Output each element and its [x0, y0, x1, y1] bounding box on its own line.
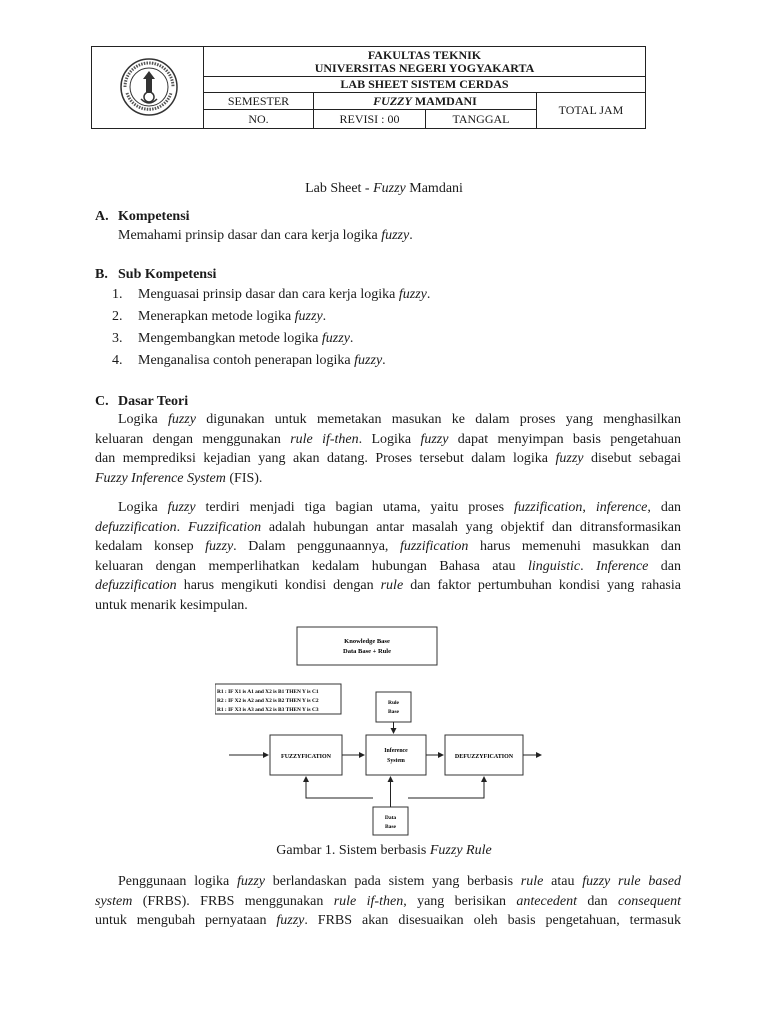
knowledge-base-label: Knowledge Base — [344, 638, 390, 645]
section-b-heading: Sub Kompetensi — [118, 267, 217, 282]
figure-caption — [0, 841, 768, 860]
paragraph-line: system (FRBS). FRBS menggunakan rule if-then, yang berisikan antecedent dan consequent — [95, 893, 681, 909]
data-base-sublabel: Base — [385, 824, 396, 830]
inference-label: Inference — [384, 748, 408, 754]
list-item-text — [138, 353, 386, 369]
list-item-text — [138, 309, 326, 325]
paragraph-line: defuzzification. Fuzzification adalah hubungan antar masalah yang objektif dan ditransformasikan — [95, 519, 682, 535]
fuzzy-rule-system-diagram — [215, 622, 551, 837]
list-item-number: 2. — [112, 309, 123, 324]
list-item-main: Mengembangkan metode logika — [138, 331, 322, 346]
rule-base-box — [376, 692, 411, 722]
title-italic: Fuzzy — [373, 181, 406, 196]
knowledge-base-sublabel: Data Base + Rule — [343, 648, 391, 655]
list-item-main: Menerapkan metode logika — [138, 309, 295, 324]
list-item-end: . — [426, 287, 431, 302]
rule-base-sublabel: Base — [388, 709, 399, 715]
paragraph-line: Fuzzy Inference System (FIS). — [95, 470, 263, 486]
topic-rest: MAMDANI — [411, 93, 477, 108]
page-title — [0, 179, 768, 198]
total-jam-label: TOTAL JAM — [558, 103, 624, 117]
inference-sublabel: System — [387, 758, 405, 764]
title-prefix: Lab Sheet - — [305, 181, 374, 196]
paragraph-line: untuk menarik kesimpulan. — [95, 597, 248, 613]
paragraph-line: untuk mengubah pernyataan fuzzy. FRBS akan disesuaikan oleh basis pengetahuan, termasuk — [95, 913, 681, 928]
section-a-heading: Kompetensi — [118, 209, 190, 224]
topic-title — [314, 93, 536, 109]
paragraph-line: Logika fuzzy terdiri menjadi tiga bagian utama, yaitu proses fuzzification, inference, dan — [118, 500, 682, 515]
rule-base-label: Rule — [388, 700, 399, 706]
list-item-number: 1. — [112, 287, 123, 302]
paragraph-fuzzy-intro — [95, 410, 681, 488]
rule-line: R2 : IF X2 is A2 and X2 is B2 THEN Y is C2 — [217, 698, 319, 704]
fuzzyfication-label: FUZZYFICATION — [281, 754, 331, 760]
section-a-end: . — [409, 228, 413, 243]
header-faculty — [204, 47, 645, 76]
list-item-italic: fuzzy — [398, 287, 427, 302]
list-item-number: 3. — [112, 331, 123, 346]
no-label: NO. — [248, 111, 269, 126]
list-item-text — [138, 287, 430, 303]
university-name: UNIVERSITAS NEGERI YOGYAKARTA — [314, 60, 535, 75]
paragraph-line: Logika fuzzy digunakan untuk memetakan masukan ke dalam proses yang menghasilkan — [118, 412, 682, 427]
section-b-letter: B. — [95, 267, 108, 282]
paragraph-line: dan memprediksi kejadian yang akan datang. Proses tersebut dalam logika fuzzy disebut sebagai — [95, 451, 681, 466]
section-a-letter: A. — [95, 209, 109, 224]
university-seal-logo — [119, 57, 179, 117]
revisi-label: REVISI : 00 — [339, 111, 400, 126]
faculty-name: FAKULTAS TEKNIK — [367, 47, 482, 62]
section-a-text — [118, 226, 413, 245]
paragraph-line: keluaran dengan memperlihatkan kedalam hubungan Bahasa atau linguistic. Inference dan — [95, 558, 682, 574]
list-item-text — [138, 331, 353, 347]
topic-italic: FUZZY — [373, 93, 412, 108]
caption-prefix: Gambar 1. Sistem berbasis — [276, 843, 430, 858]
semester-label: SEMESTER — [227, 93, 290, 108]
data-base-label: Data — [384, 815, 397, 821]
list-item-italic: fuzzy — [321, 331, 350, 346]
list-item-italic: fuzzy — [354, 353, 383, 368]
list-item-main: Menganalisa contoh penerapan logika — [138, 353, 355, 368]
section-c-heading: Dasar Teori — [118, 394, 189, 409]
list-item-number: 4. — [112, 353, 123, 368]
paragraph-frbs — [95, 872, 681, 931]
paragraph-line: defuzzification harus mengikuti kondisi dengan rule dan faktor pertumbuhan kondisi yang rahasia — [95, 578, 681, 593]
section-a-text-main: Memahami prinsip dasar dan cara kerja logika — [118, 228, 382, 243]
paragraph-line: kedalam konsep fuzzy. Dalam penggunaannya, fuzzification harus memenuhi masukkan dan — [95, 539, 681, 554]
list-item-italic: fuzzy — [294, 309, 323, 324]
list-item-main: Menguasai prinsip dasar dan cara kerja logika — [138, 287, 399, 302]
lab-sheet-title: LAB SHEET SISTEM CERDAS — [340, 77, 509, 91]
defuzzyfication-label: DEFUZZYFICATION — [454, 754, 514, 760]
section-c-letter: C. — [95, 394, 109, 409]
tanggal-label: TANGGAL — [452, 111, 510, 126]
paragraph-fuzzy-parts — [95, 498, 681, 615]
paragraph-line: keluaran dengan menggunakan rule if-then. Logika fuzzy dapat menyimpan basis pengetahuan — [95, 431, 681, 447]
paragraph-line: Penggunaan logika fuzzy berlandaskan pada sistem yang berbasis rule atau fuzzy rule based — [118, 874, 682, 889]
section-a-italic: fuzzy — [381, 228, 410, 243]
rule-line: R1 : IF X3 is A3 and X2 is B3 THEN Y is C3 — [217, 707, 319, 713]
inference-system-box — [366, 735, 426, 775]
list-item-end: . — [349, 331, 354, 346]
rule-line: R1 : IF X1 is A1 and X2 is B1 THEN Y is C1 — [217, 689, 319, 695]
list-item-end: . — [382, 353, 386, 368]
list-item-end: . — [322, 309, 327, 324]
title-suffix: Mamdani — [405, 181, 463, 196]
caption-italic: Fuzzy Rule — [429, 843, 492, 858]
data-base-box — [373, 807, 408, 835]
knowledge-base-box — [297, 627, 437, 665]
